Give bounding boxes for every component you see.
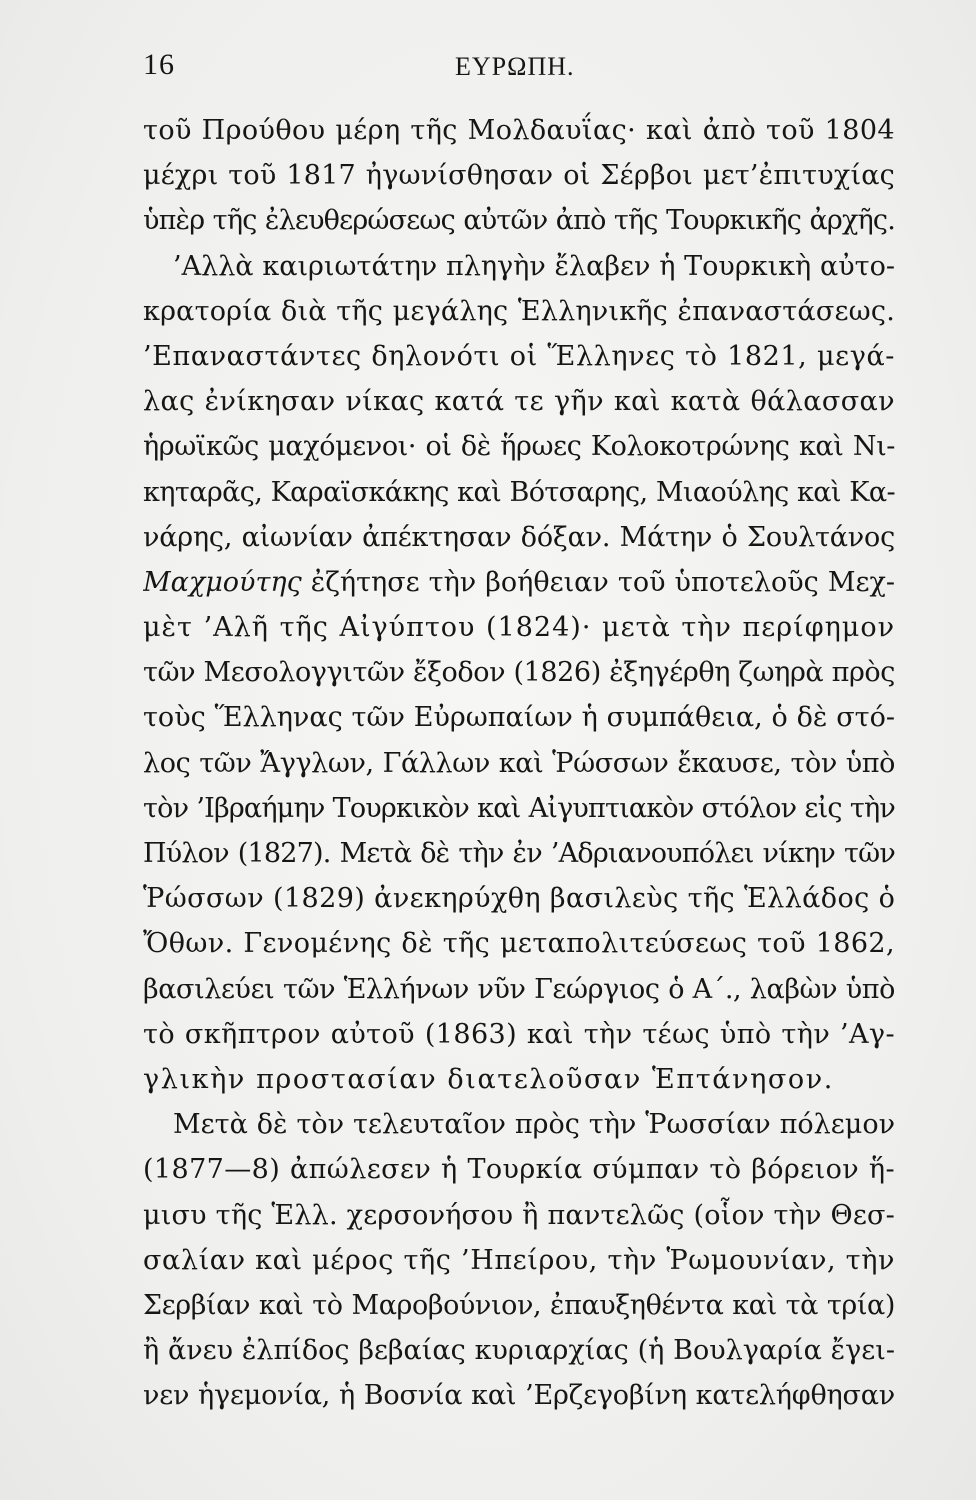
page-header — [143, 48, 895, 88]
text-line: μέχρι τοῦ 1817 ἠγωνίσθησαν οἱ Σέρβοι μετ’ἐπιτυχίας — [143, 160, 895, 192]
paragraph-end-line: γλικὴν προστασίαν διατελοῦσαν Ἑπτάνησον. — [143, 1063, 834, 1095]
text-line: τοῦ Προύθου μέρη τῆς Μολδαυΐας· καὶ ἀπὸ τοῦ 1804 — [143, 115, 895, 146]
text-line: κηταρᾶς, Καραϊσκάκης καὶ Βότσαρης, Μιαούλης καὶ Κα- — [143, 476, 895, 508]
text-line: Σερβίαν καὶ τὸ Μαροβούνιον, ἐπαυξηθέντα καὶ τὰ τρία) — [143, 1289, 895, 1321]
page-number: 16 — [143, 48, 175, 81]
text-line: νάρης, αἰωνίαν ἀπέκτησαν δόξαν. Μάτην ὁ Σουλτάνος — [143, 521, 895, 553]
paragraph-start-line: Μετὰ δὲ τὸν τελευταῖον πρὸς τὴν Ῥωσσίαν πόλεμον — [173, 1109, 895, 1141]
body-text — [143, 108, 895, 1418]
text-line: βασιλεύει τῶν Ἑλλήνων νῦν Γεώργιος ὁ Α΄., λαβὼν ὑπὸ — [143, 973, 895, 1005]
text-line: νεν ἡγεμονία, ἡ Βοσνία καὶ ’Ερζεγοβίνη κατελήφθησαν — [143, 1380, 895, 1412]
text-line: λος τῶν Ἄγγλων, Γάλλων καὶ Ῥώσσων ἔκαυσε, τὸν ὑπὸ — [143, 747, 895, 779]
text-line: τῶν Μεσολογγιτῶν ἔξοδον (1826) ἐξηγέρθη ζωηρὰ πρὸς — [143, 657, 895, 689]
text-line: λας ἐνίκησαν νίκας κατά τε γῆν καὶ κατὰ θάλασσαν — [143, 386, 895, 418]
text-line: τὸ σκῆπτρον αὐτοῦ (1863) καὶ τὴν τέως ὑπὸ τὴν ’Αγ- — [143, 1018, 895, 1050]
text-line: Ῥώσσων (1829) ἀνεκηρύχθη βασιλεὺς τῆς Ἑλλάδος ὁ — [143, 883, 895, 915]
text-line: τὸν ’Ιβραήμην Τουρκικὸν καὶ Αἰγυπτιακὸν στόλον εἰς τὴν — [143, 792, 895, 824]
running-head: ΕΥΡΩΠΗ. — [455, 52, 575, 81]
paragraph-start-line: ’Αλλὰ καιριωτάτην πληγὴν ἔλαβεν ἡ Τουρκικὴ αὐτο- — [173, 250, 895, 282]
text-line: μὲτ ’Αλῆ τῆς Αἰγύπτου (1824)· μετὰ τὴν περίφημον — [143, 612, 895, 644]
text-line: ἢ ἄνευ ἐλπίδος βεβαίας κυριαρχίας (ἡ Βουλγαρία ἔγει- — [143, 1335, 895, 1367]
text-line: Ὄθων. Γενομένης δὲ τῆς μεταπολιτεύσεως τοῦ 1862, — [143, 928, 895, 960]
text-line: κρατορία διὰ τῆς μεγάλης Ἑλληνικῆς ἐπαναστάσεως. — [143, 295, 895, 327]
text-line: ὑπὲρ τῆς ἐλευθερώσεως αὐτῶν ἀπὸ τῆς Τουρκικῆς ἀρχῆς. — [143, 205, 895, 237]
text-line: ἡρωϊκῶς μαχόμενοι· οἱ δὲ ἥρωες Κολοκοτρώνης καὶ Νι- — [143, 431, 895, 463]
text-line: τοὺς Ἕλληνας τῶν Εὐρωπαίων ἡ συμπάθεια, ὁ δὲ στό- — [143, 702, 895, 734]
text-line: ’Επαναστάντες δηλονότι οἱ Ἕλληνες τὸ 1821, μεγά- — [143, 340, 895, 372]
text-line: μισυ τῆς Ἑλλ. χερσονήσου ἢ παντελῶς (οἷον τὴν Θεσ- — [143, 1199, 895, 1231]
text-line: σαλίαν καὶ μέρος τῆς ’Ηπείρου, τὴν Ῥωμουνίαν, τὴν — [143, 1244, 895, 1276]
text-line: Πύλον (1827). Μετὰ δὲ τὴν ἐν ’Αδριανουπόλει νίκην τῶν — [143, 838, 895, 869]
text-line: Μαχμούτης ἐζήτησε τὴν βοήθειαν τοῦ ὑποτελοῦς Μεχ- — [143, 566, 895, 598]
text-line: (1877—8) ἀπώλεσεν ἡ Τουρκία σύμπαν τὸ βόρειον ἥ- — [143, 1154, 895, 1186]
